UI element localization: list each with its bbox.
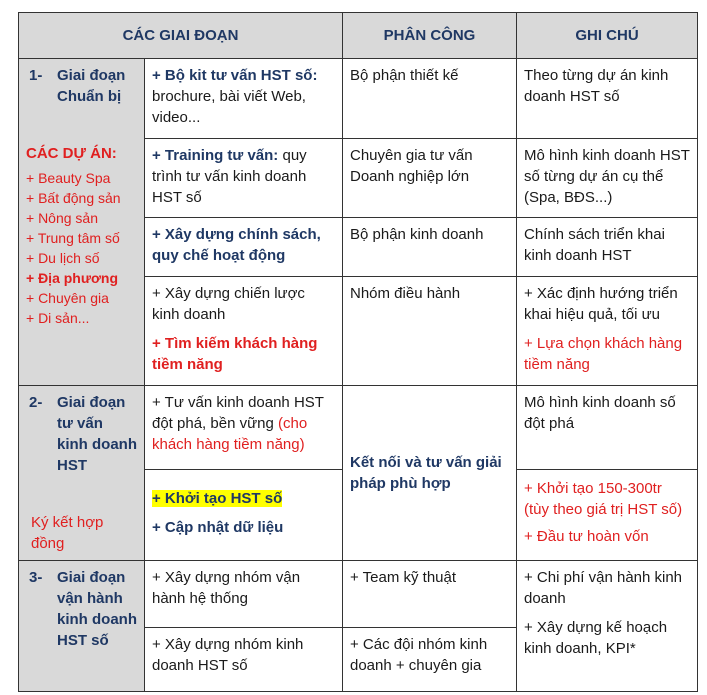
task-cell: + Xây dựng nhóm vận hành hệ thống xyxy=(145,561,343,628)
stage3-title: 3- Giai đoạn vận hành kinh doanh HST số xyxy=(29,569,137,649)
note-cell: Chính sách triển khai kinh doanh HST xyxy=(517,218,698,277)
note-cell: Theo từng dự án kinh doanh HST số xyxy=(517,59,698,139)
note-cell: + Xác định hướng triển khai hiệu quả, tối ưu + Lựa chọn khách hàng tiềm năng xyxy=(517,277,698,386)
list-item: + Di sản... xyxy=(26,310,90,326)
project-list xyxy=(26,144,137,328)
assign-cell: Kết nối và tư vấn giải pháp phù hợp xyxy=(343,386,517,561)
task-cell: + Training tư vấn: quy trình tư vấn kinh doanh HST số xyxy=(145,139,343,218)
assign-cell: Bộ phận thiết kế xyxy=(343,59,517,139)
header-assign: PHÂN CÔNG xyxy=(343,13,517,59)
list-item: + Beauty Spa xyxy=(26,170,111,186)
list-item: + Nông sản xyxy=(26,210,98,226)
stage2-cell xyxy=(19,386,145,561)
list-item: + Du lịch số xyxy=(26,250,100,266)
stage2-title: 2- Giai đoạn tư vấn kinh doanh HST xyxy=(29,394,137,474)
assign-cell: Nhóm điều hành xyxy=(343,277,517,386)
stage-table-container xyxy=(18,12,697,688)
list-item: + Chuyên gia xyxy=(26,290,109,306)
list-item: + Địa phương xyxy=(26,270,119,286)
note-cell: Mô hình kinh doanh số đột phá xyxy=(517,386,698,470)
task-cell: + Bộ kit tư vấn HST số: brochure, bài viết Web, video... xyxy=(145,59,343,139)
stage-table xyxy=(18,12,698,692)
task-cell: + Xây dựng chính sách, quy chế hoạt động xyxy=(145,218,343,277)
list-item: + Trung tâm số xyxy=(26,230,120,246)
task-cell: + Khởi tạo HST số + Cập nhật dữ liệu xyxy=(145,469,343,560)
stage1-cell xyxy=(19,59,145,386)
header-notes: GHI CHÚ xyxy=(517,13,698,59)
header-row xyxy=(19,13,698,59)
list-item: + Bất động sản xyxy=(26,190,121,206)
table-row xyxy=(19,561,698,628)
assign-cell: Chuyên gia tư vấn Doanh nghiệp lớn xyxy=(343,139,517,218)
assign-cell: Bộ phận kinh doanh xyxy=(343,218,517,277)
note-cell: Mô hình kinh doanh HST số từng dự án cụ thể (Spa, BĐS...) xyxy=(517,139,698,218)
table-row xyxy=(19,386,698,470)
task-cell: + Xây dựng nhóm kinh doanh HST số xyxy=(145,628,343,692)
note-cell: + Chi phí vận hành kinh doanh + Xây dựng kế hoạch kinh doanh, KPI* xyxy=(517,561,698,692)
task-cell: + Xây dựng chiến lược kinh doanh + Tìm kiếm khách hàng tiềm năng xyxy=(145,277,343,386)
header-stages: CÁC GIAI ĐOẠN xyxy=(19,13,343,59)
assign-cell: + Các đội nhóm kinh doanh + chuyên gia xyxy=(343,628,517,692)
table-row xyxy=(19,59,698,139)
sign-contract-label: Ký kết hợp đồng xyxy=(31,514,104,552)
stage3-cell xyxy=(19,561,145,692)
note-cell: + Khởi tạo 150-300tr (tùy theo giá trị HST số) + Đầu tư hoàn vốn xyxy=(517,469,698,560)
task-cell: + Tư vấn kinh doanh HST đột phá, bền vững (cho khách hàng tiềm năng) xyxy=(145,386,343,470)
assign-cell: + Team kỹ thuật xyxy=(343,561,517,628)
stage1-title: 1- Giai đoạn Chuẩn bị xyxy=(29,67,126,105)
project-list-title: CÁC DỰ ÁN: xyxy=(26,145,117,162)
